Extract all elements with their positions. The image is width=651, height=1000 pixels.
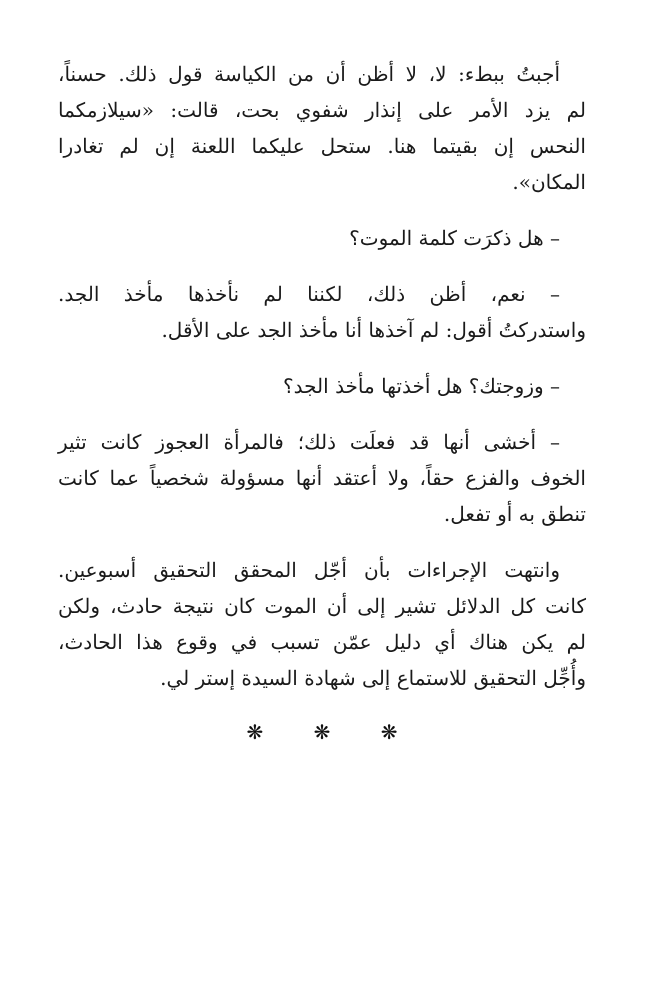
text-line: النحس إن بقيتما هنا. ستحل عليكما اللعنة إن لم تغادرا xyxy=(58,134,586,158)
text-line: لم يكن هناك أي دليل عمّن تسبب في وقوع هذا الحادث، xyxy=(58,630,586,654)
text-line: كانت كل الدلائل تشير إلى أن الموت كان نتيجة حادث، ولكن xyxy=(58,594,586,618)
paragraph-5 xyxy=(58,424,586,532)
paragraph-4 xyxy=(58,368,586,404)
text-line: – وزوجتك؟ هل أخذتها مأخذ الجد؟ xyxy=(283,374,560,398)
text-line: – نعم، أظن ذلك، لكننا لم نأخذها مأخذ الجد. xyxy=(58,282,560,306)
text-line: المكان». xyxy=(512,170,586,194)
text-line: وأُجِّل التحقيق للاستماع إلى شهادة السيدة إستر لي. xyxy=(160,666,586,690)
text-line: وانتهت الإجراءات بأن أجّل المحقق التحقيق أسبوعين. xyxy=(58,558,560,582)
paragraph-1 xyxy=(58,56,586,200)
book-page xyxy=(58,56,586,744)
text-line: واستدركتُ أقول: لم آخذها أنا مأخذ الجد على الأقل. xyxy=(161,318,586,342)
paragraph-6 xyxy=(58,552,586,696)
section-separator: ❋ ❋ ❋ xyxy=(246,720,420,744)
text-line: أجبتُ ببطء: لا، لا أظن أن من الكياسة قول ذلك. حسناً، xyxy=(58,62,560,86)
text-line: لم يزد الأمر على إنذار شفوي بحت، قالت: «سيلازمكما xyxy=(58,98,586,122)
text-line: – هل ذكرَت كلمة الموت؟ xyxy=(349,226,560,250)
text-line: تنطق به أو تفعل. xyxy=(443,502,586,526)
paragraph-2 xyxy=(58,220,586,256)
text-line: – أخشى أنها قد فعلَت ذلك؛ فالمرأة العجوز كانت تثير xyxy=(58,430,560,454)
text-line: الخوف والفزع حقاً، ولا أعتقد أنها مسؤولة شخصياً عما كانت xyxy=(58,466,586,490)
paragraph-3 xyxy=(58,276,586,348)
